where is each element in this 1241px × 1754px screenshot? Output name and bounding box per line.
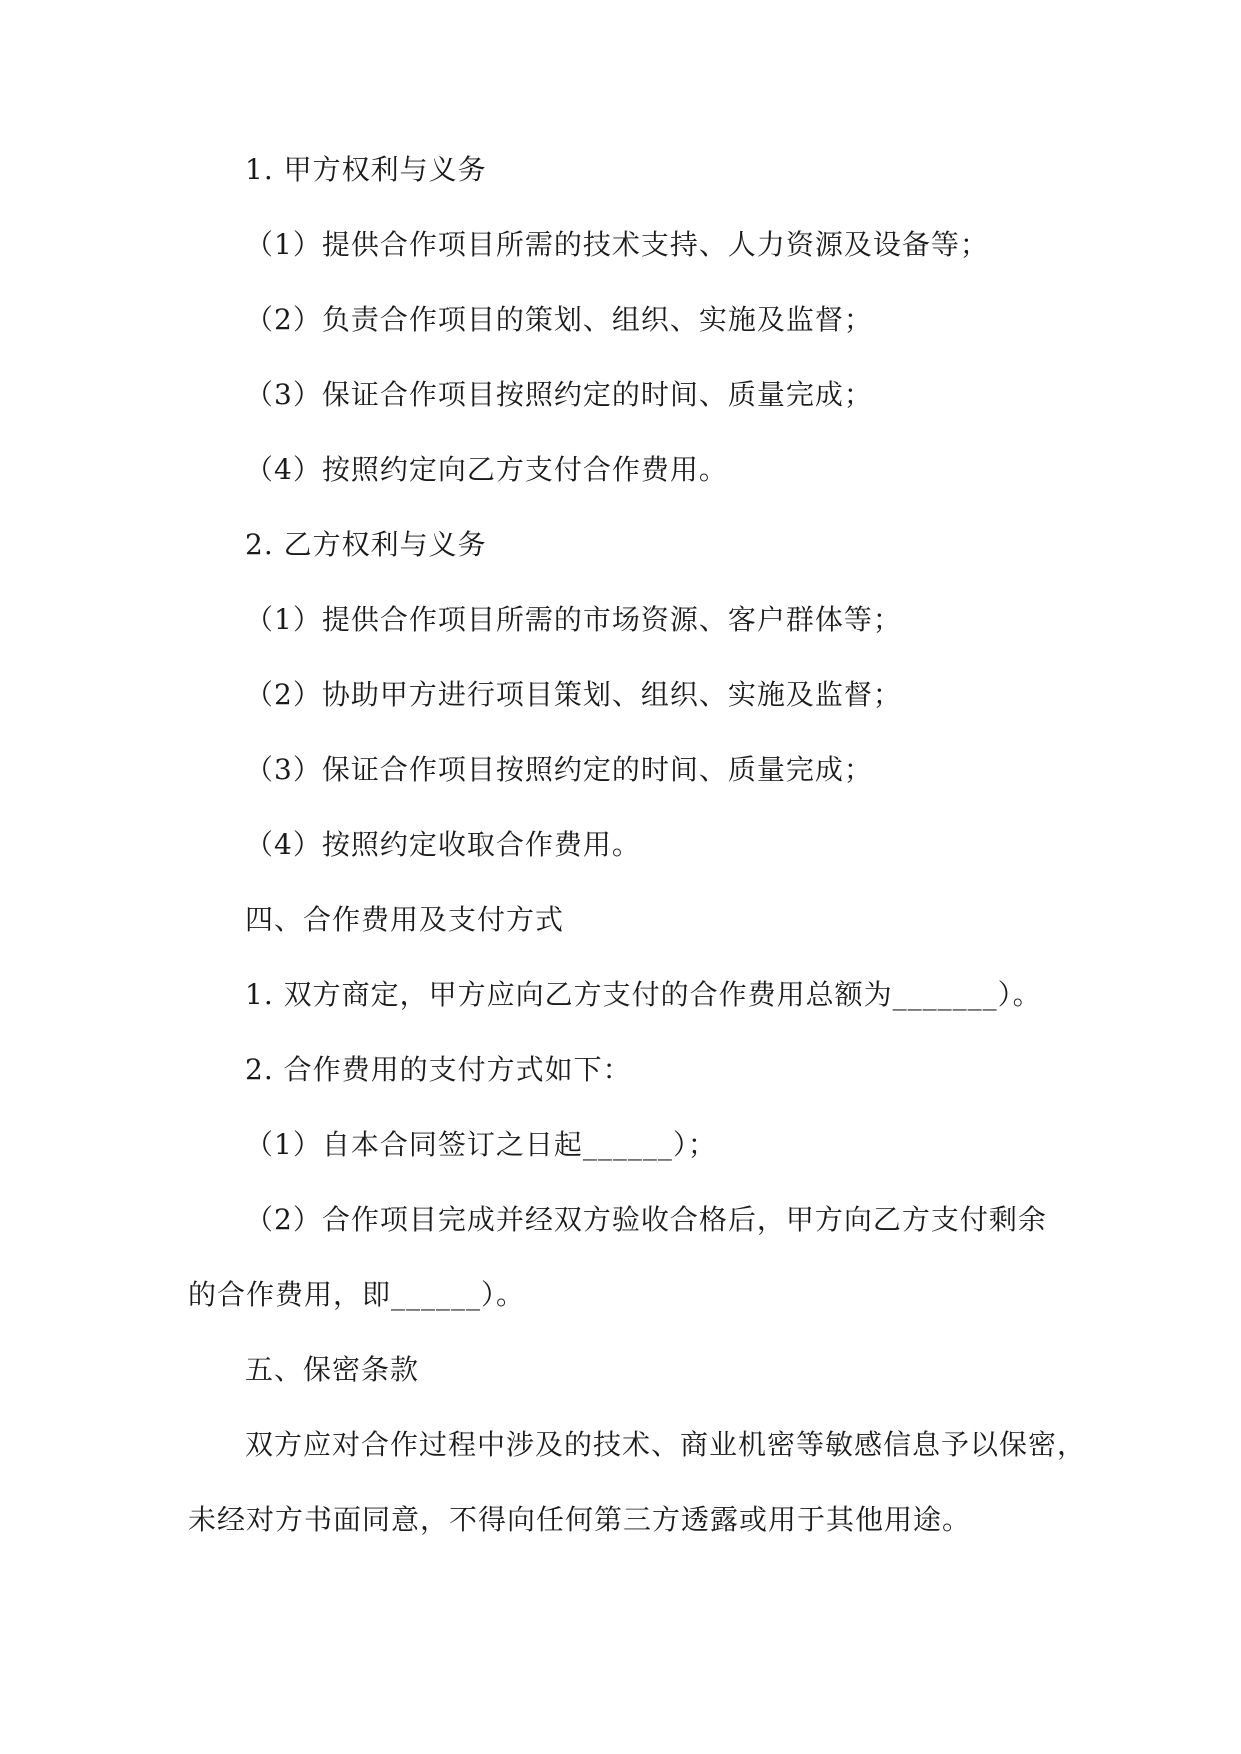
paragraph-a1: （1）提供合作项目所需的技术支持、人力资源及设备等； — [245, 228, 989, 261]
paragraph-b2: （2）协助甲方进行项目策划、组织、实施及监督； — [245, 678, 902, 711]
section-heading-confidentiality: 五、保密条款 — [245, 1353, 420, 1386]
section-heading-party-a: 1. 甲方权利与义务 — [245, 153, 487, 186]
paragraph-fee-2: （2）合作项目完成并经双方验收合格后，甲方向乙方支付剩余 — [245, 1203, 1047, 1236]
paragraph-a3: （3）保证合作项目按照约定的时间、质量完成； — [245, 378, 873, 411]
paragraph-b3: （3）保证合作项目按照约定的时间、质量完成； — [245, 753, 873, 786]
paragraph-confidentiality-cont: 未经对方书面同意，不得向任何第三方透露或用于其他用途。 — [188, 1503, 972, 1536]
paragraph-fee-method: 2. 合作费用的支付方式如下： — [245, 1053, 632, 1086]
paragraph-a4: （4）按照约定向乙方支付合作费用。 — [245, 453, 728, 486]
paragraph-fee-total: 1. 双方商定，甲方应向乙方支付的合作费用总额为_______）。 — [245, 978, 1042, 1011]
paragraph-b4: （4）按照约定收取合作费用。 — [245, 828, 641, 861]
paragraph-fee-2-cont: 的合作费用，即______）。 — [188, 1278, 526, 1311]
paragraph-a2: （2）负责合作项目的策划、组织、实施及监督； — [245, 303, 873, 336]
paragraph-fee-1: （1）自本合同签订之日起______）； — [245, 1128, 717, 1161]
paragraph-b1: （1）提供合作项目所需的市场资源、客户群体等； — [245, 603, 902, 636]
section-heading-fees: 四、合作费用及支付方式 — [245, 903, 565, 936]
paragraph-confidentiality: 双方应对合作过程中涉及的技术、商业机密等敏感信息予以保密， — [245, 1428, 1087, 1461]
section-heading-party-b: 2. 乙方权利与义务 — [245, 528, 487, 561]
